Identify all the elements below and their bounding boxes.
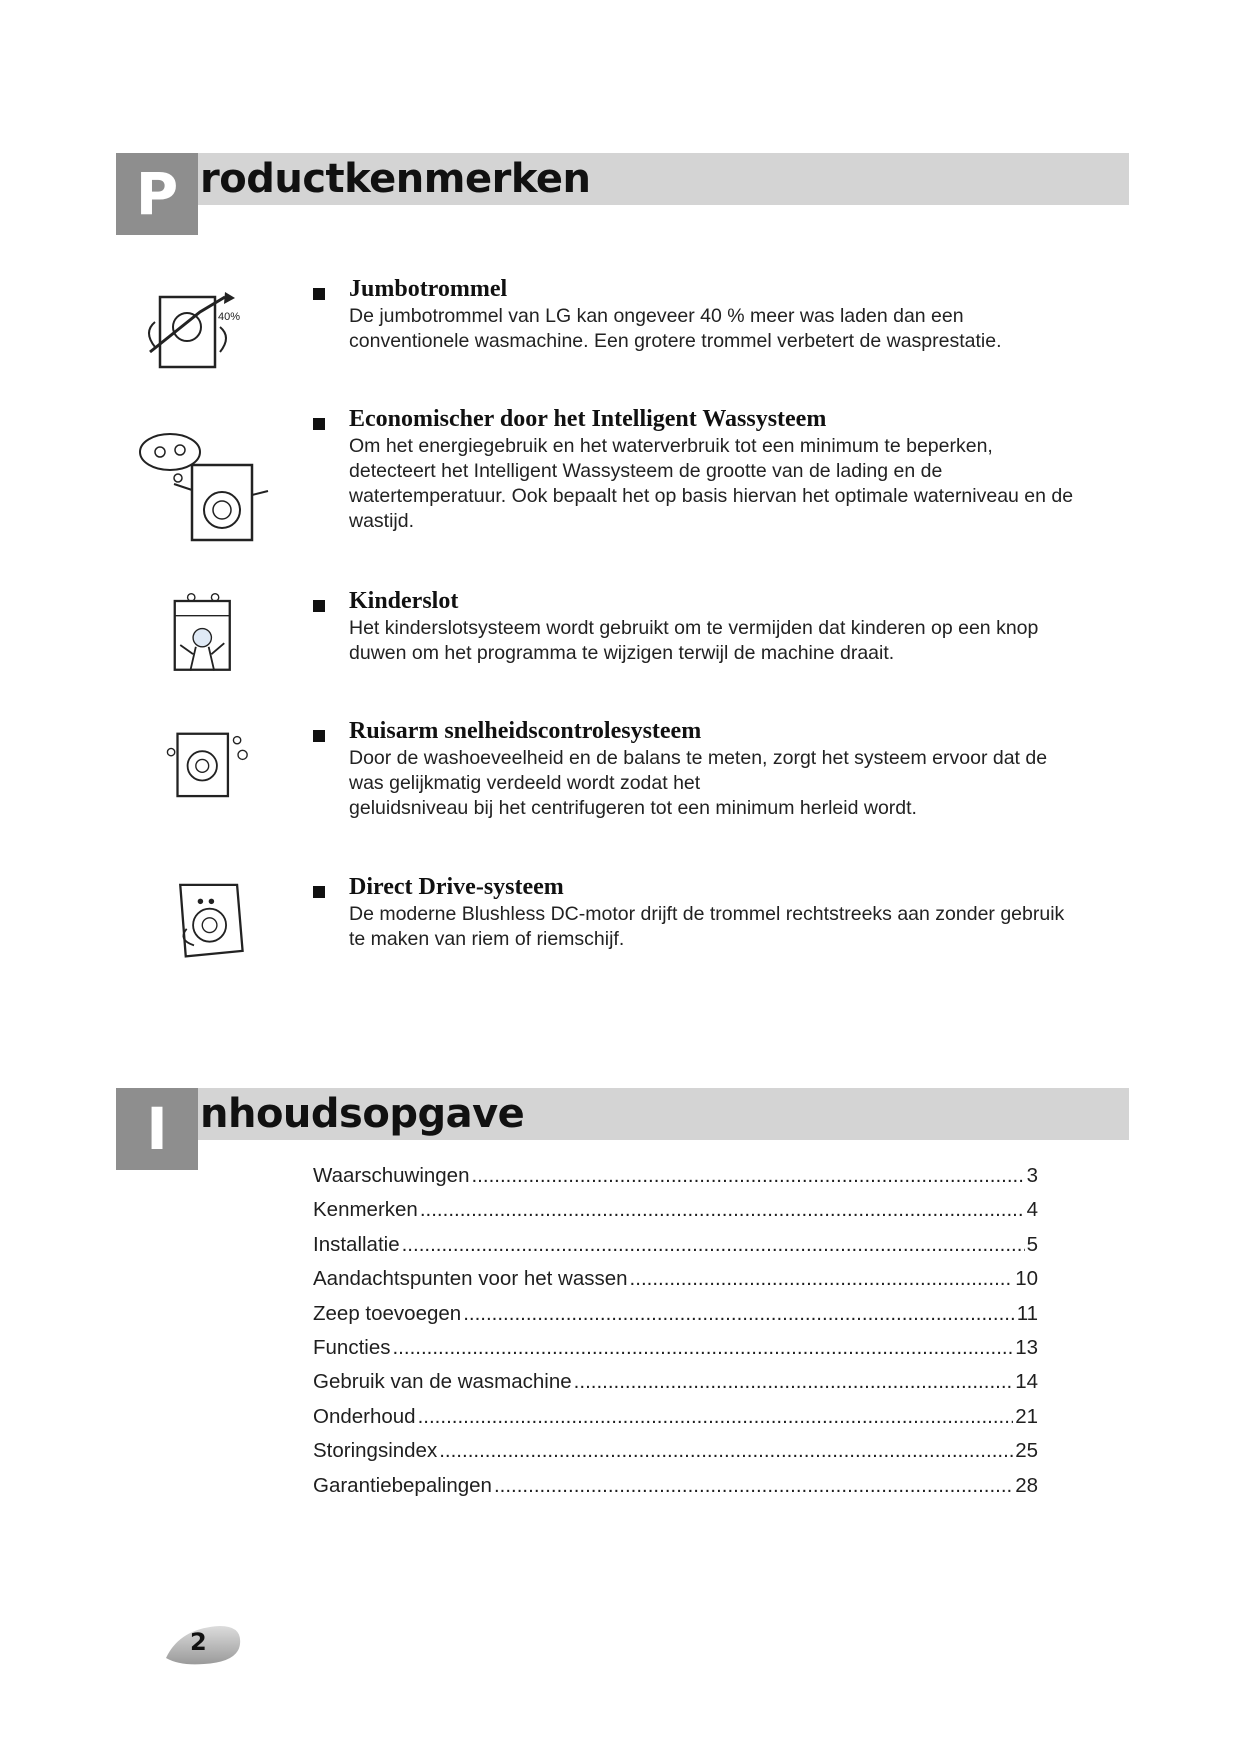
toc-page-number: 21 <box>1015 1404 1038 1428</box>
bullet-square <box>313 600 325 612</box>
description-line: Door de washoeveelheid en de balans te meten, zorgt het systeem ervoor dat de <box>349 747 1048 769</box>
toc-row[interactable] <box>313 1405 1038 1439</box>
toc-label: Storingsindex <box>313 1439 438 1463</box>
page-title-inhoudsopgave: nhoudsopgave <box>200 1091 525 1137</box>
bullet-square <box>313 886 325 898</box>
toc-row[interactable] <box>313 1198 1038 1232</box>
drum-capacity-illustration <box>130 282 280 402</box>
thinking-washer-illustration <box>130 420 280 570</box>
quiet-washer-illustration <box>130 720 280 830</box>
description-line: wastijd. <box>349 510 415 532</box>
feature-title: Economischer door het Intelligent Wassysteem <box>349 406 827 432</box>
description-line: watertemperatuur. Ook bepaalt het op basis hiervan het optimale waterniveau en de <box>349 485 1074 507</box>
toc-leader-dots <box>418 1405 1014 1429</box>
feature-title: Jumbotrommel <box>349 276 508 302</box>
toc-page-number: 13 <box>1015 1335 1038 1359</box>
bullet-square <box>313 418 325 430</box>
page-number: 2 <box>190 1628 207 1656</box>
description-line: geluidsniveau bij het centrifugeren tot een minimum herleid wordt. <box>349 797 917 819</box>
toc-label: Aandachtspunten voor het wassen <box>313 1267 628 1291</box>
toc-row[interactable] <box>313 1233 1038 1267</box>
page-title-productkenmerken: roductkenmerken <box>200 156 591 202</box>
toc-page-number: 3 <box>1026 1164 1038 1187</box>
description-line: te maken van riem of riemschijf. <box>349 928 625 950</box>
section-header-productkenmerken <box>116 153 1129 235</box>
toc-leader-dots <box>574 1370 1014 1394</box>
toc-page-number: 11 <box>1016 1301 1038 1325</box>
child-lock-illustration <box>130 590 280 700</box>
feature-title: Kinderslot <box>349 588 459 614</box>
feature-description <box>349 304 1241 354</box>
toc-page-number: 4 <box>1026 1198 1038 1222</box>
toc-row[interactable] <box>313 1370 1038 1404</box>
toc-leader-dots <box>402 1233 1025 1257</box>
toc-page-number: 5 <box>1026 1232 1038 1256</box>
toc-leader-dots <box>471 1164 1024 1188</box>
description-line: duwen om het programma te wijzigen terwijl de machine draait. <box>349 642 895 664</box>
description-line: De jumbotrommel van LG kan ongeveer 40 % meer was laden dan een <box>349 305 964 327</box>
toc-leader-dots <box>392 1336 1013 1360</box>
toc-row[interactable] <box>313 1267 1038 1301</box>
description-line: detecteert het Intelligent Wassysteem de grootte van de lading en de <box>349 460 943 482</box>
toc-page-number: 28 <box>1015 1473 1038 1497</box>
feature-title: Ruisarm snelheidscontrolesysteem <box>349 718 702 744</box>
section-header-inhoudsopgave <box>116 1088 1129 1170</box>
feature-description <box>349 746 1241 821</box>
toc-leader-dots <box>630 1267 1014 1291</box>
direct-drive-illustration <box>130 872 280 982</box>
toc-leader-dots <box>439 1439 1013 1463</box>
description-line: Het kinderslotsysteem wordt gebruikt om te vermijden dat kinderen op een knop <box>349 617 1039 639</box>
description-line: was gelijkmatig verdeeld wordt zodat het <box>349 772 701 794</box>
toc-leader-dots <box>494 1474 1013 1498</box>
toc-page-number: 10 <box>1015 1267 1038 1291</box>
svg-text:40%: 40% <box>218 311 241 323</box>
feature-description <box>349 616 1241 666</box>
toc-row[interactable] <box>313 1439 1038 1473</box>
feature-title: Direct Drive-systeem <box>349 874 564 900</box>
page-number-badge <box>160 1622 244 1668</box>
description-line: Om het energiegebruik en het waterverbruik tot een minimum te beperken, <box>349 435 993 457</box>
bullet-square <box>313 288 325 300</box>
toc-row[interactable] <box>313 1164 1038 1198</box>
toc-label: Zeep toevoegen <box>313 1301 462 1325</box>
toc-page-number: 14 <box>1015 1370 1038 1394</box>
toc-leader-dots <box>420 1198 1025 1222</box>
description-line: De moderne Blushless DC-motor drijft de trommel rechtstreeks aan zonder gebruik <box>349 903 1065 925</box>
toc-label: Installatie <box>313 1232 400 1256</box>
toc-row[interactable] <box>313 1336 1038 1370</box>
toc-label: Garantiebepalingen <box>313 1473 492 1497</box>
toc-row[interactable] <box>313 1474 1038 1508</box>
description-line: conventionele wasmachine. Een grotere trommel verbetert de wasprestatie. <box>349 330 1002 352</box>
toc-label: Functies <box>313 1335 391 1359</box>
table-of-contents <box>313 1164 1038 1508</box>
toc-leader-dots <box>463 1302 1015 1326</box>
header-initial-letter: P <box>116 153 198 235</box>
toc-label: Kenmerken <box>313 1198 418 1222</box>
toc-label: Gebruik van de wasmachine <box>313 1370 572 1394</box>
toc-label: Waarschuwingen <box>313 1164 470 1187</box>
bullet-square <box>313 730 325 742</box>
feature-description <box>349 434 1241 534</box>
feature-description <box>349 902 1241 952</box>
header-initial-letter: I <box>116 1088 198 1170</box>
toc-page-number: 25 <box>1015 1439 1038 1463</box>
toc-label: Onderhoud <box>313 1404 416 1428</box>
toc-row[interactable] <box>313 1302 1038 1336</box>
